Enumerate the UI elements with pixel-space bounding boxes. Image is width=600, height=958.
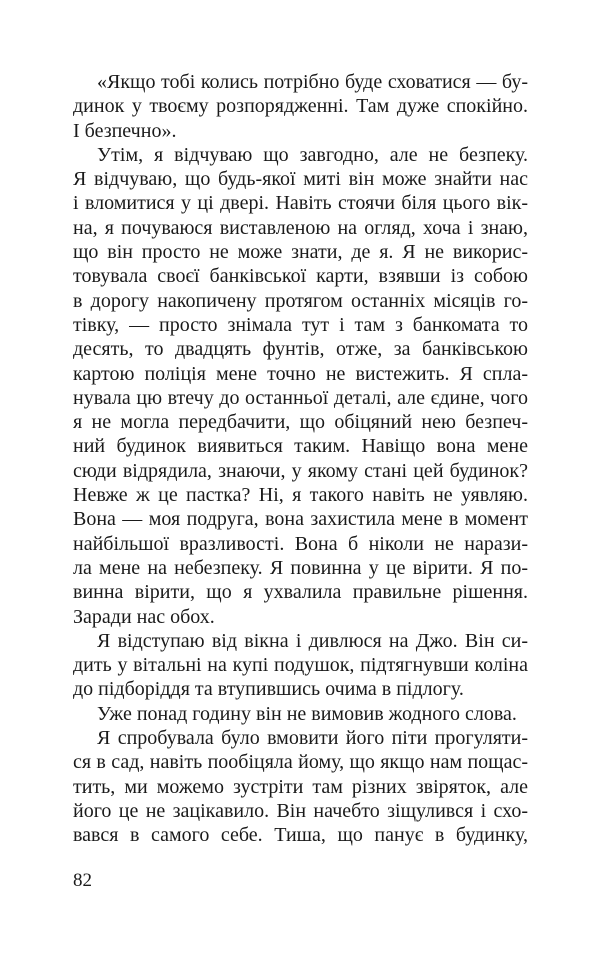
text-line: в дорогу накопичену протягом останніх місяців го- [73,289,528,312]
text-line: Утім, я відчуваю що завгодно, але не безпеку. [97,143,528,166]
text-line: я не могла передбачити, що обіцяний нею безпеч- [73,411,528,434]
text-line: його це не зацікавило. Він начебто зіщулився і схо- [73,799,528,822]
text-line: Заради нас обох. [73,605,215,628]
text-line: до підборіддя та втупившись очима в підлогу. [73,678,464,701]
text-line: Невже ж це пастка? Ні, я такого навіть не уявляю. [73,484,528,507]
text-line: товувала своєї банківської карти, взявши із собою [73,265,528,288]
text-line: тить, ми можемо зустріти там різних звіряток, але [73,775,528,798]
text-line: найбільшої вразливості. Вона б ніколи не нарази- [73,532,528,555]
paragraph [73,629,528,702]
text-line: вався в самого себе. Тиша, що панує в будинку, [73,824,528,847]
text-line: що він просто не може знати, де я. Я не викорис- [73,241,528,264]
text-line: нувала цю втечу до останньої деталі, але єдине, чого [73,386,528,409]
text-line: динок у твоєму розпорядженні. Там дуже спокійно. [73,95,528,118]
text-line: і вломитися у ці двері. Навіть стоячи біля цього вік- [73,192,528,215]
text-line: винна вірити, що я ухвалила правильне рішення. [73,581,528,604]
text-line: ся в сад, навіть пообіцяла йому, що якщо нам пощас- [73,751,528,774]
text-line: І безпечно». [73,119,177,142]
text-line: «Якщо тобі колись потрібно буде сховатися — бу- [97,71,528,93]
text-line: на, я почуваюся виставленою на огляд, хоча і знаю, [73,216,528,239]
paragraph [73,143,528,629]
text-line: Уже понад годину він не вимовив жодного слова. [97,702,517,725]
text-line: дить у вітальні на купі подушок, підтягнувши коліна [73,654,528,677]
text-line: ний будинок виявиться таким. Навіщо вона мене [73,435,528,458]
book-page-text [73,70,528,848]
page-number: 82 [73,870,92,891]
text-line: Вона — моя подруга, вона захистила мене в момент [73,508,528,531]
text-line: картою поліція мене точно не вистежить. Я спла- [73,362,528,385]
text-line: сюди відрядила, знаючи, у якому стані цей будинок? [73,459,528,482]
text-line: Я відступаю від вікна і дивлюся на Джо. Він си- [97,629,528,652]
paragraph [73,70,528,143]
text-line: ла мене на небезпеку. Я повинна у це вірити. Я по- [73,556,528,579]
text-line: тівку, — просто знімала тут і там з банкомата то [73,313,528,336]
text-line: Я спробувала було вмовити його піти прогуляти- [97,727,528,750]
text-line: десять, то двадцять фунтів, отже, за банківською [73,338,528,361]
paragraph [73,702,528,726]
paragraph [73,726,528,847]
text-line: Я відчуваю, що будь-якої миті він може знайти нас [73,168,528,191]
